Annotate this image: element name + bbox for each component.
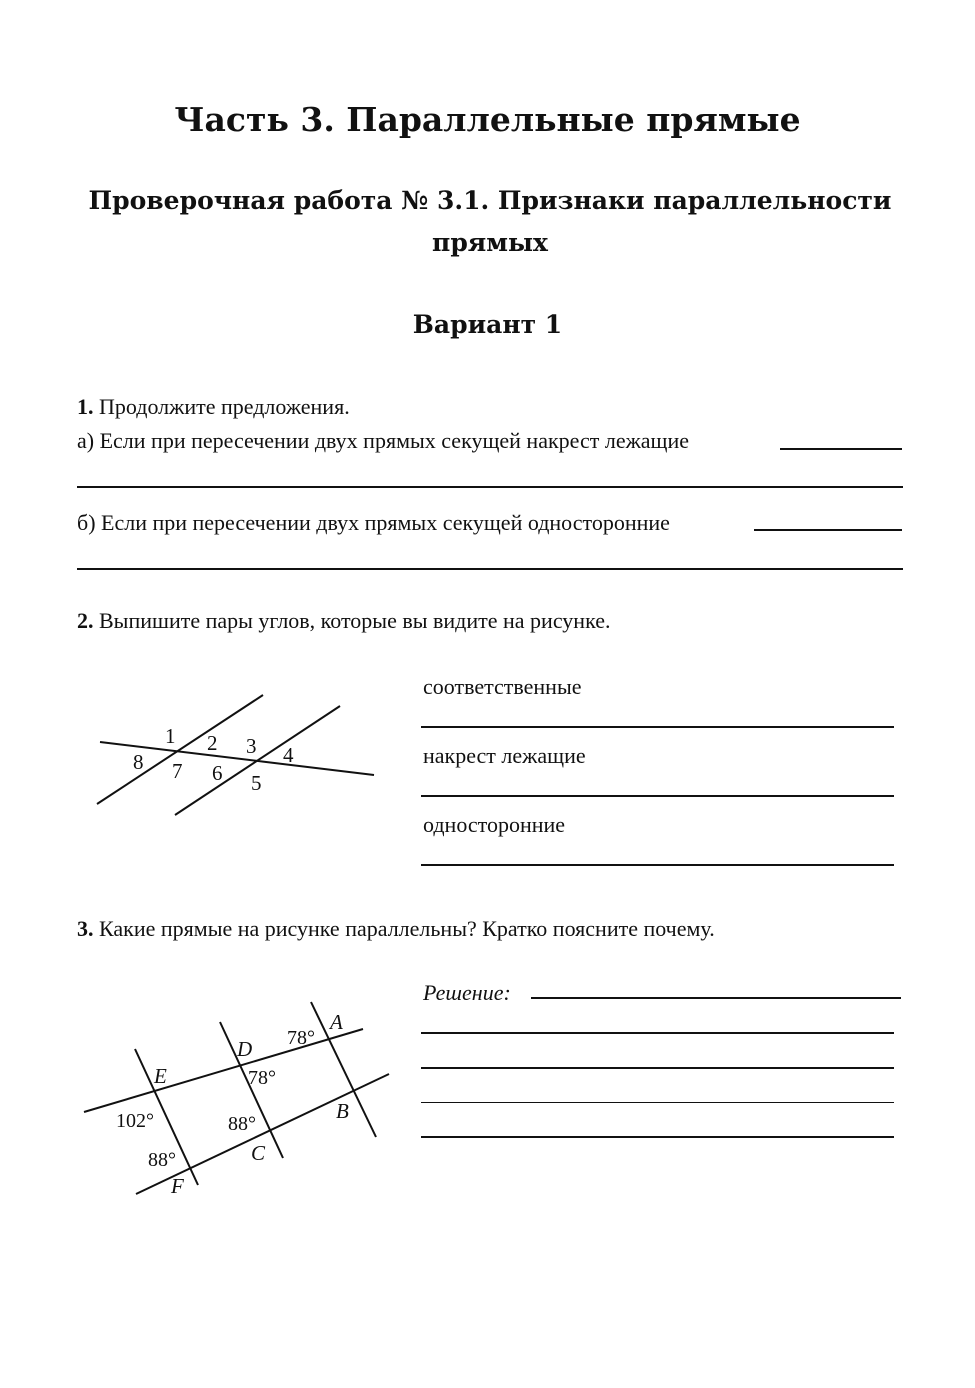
line-e-d-a	[84, 1029, 363, 1112]
answer-label-corresponding: соответственные	[423, 674, 582, 699]
task3-text: Какие прямые на рисунке параллельны? Кратко поясните почему.	[99, 916, 715, 941]
task1-text: Продолжите предложения.	[99, 394, 350, 419]
task1-b-answer-line-2[interactable]	[77, 568, 903, 570]
angle-label-d: 78°	[248, 1067, 276, 1089]
angle-label-2: 2	[207, 731, 218, 755]
angle-label-3: 3	[246, 734, 257, 758]
angle-label-4: 4	[283, 743, 294, 767]
point-label-c: C	[251, 1141, 266, 1165]
task1-a-answer-line-1[interactable]	[780, 448, 902, 450]
angle-label-f: 88°	[148, 1149, 176, 1171]
solution-label: Решение:	[423, 980, 511, 1005]
solution-line-1[interactable]	[531, 997, 901, 999]
point-label-a: A	[330, 1010, 343, 1034]
task1-item-a: а) Если при пересечении двух прямых секущей накрест лежащие	[77, 428, 690, 453]
point-label-f: F	[171, 1174, 184, 1198]
task3-prompt	[77, 916, 715, 942]
answer-line-same-side[interactable]	[421, 864, 894, 866]
answer-line-alternate[interactable]	[421, 795, 894, 797]
angles-figure	[80, 680, 390, 830]
task2-prompt	[77, 608, 610, 634]
task1-number: 1.	[77, 394, 94, 419]
point-label-e: E	[154, 1064, 167, 1088]
angle-label-8: 8	[133, 750, 144, 774]
task3-number: 3.	[77, 916, 94, 941]
variant-heading: Вариант 1	[412, 310, 563, 339]
task1-b-answer-line-1[interactable]	[754, 529, 902, 531]
answer-label-alternate: накрест лежащие	[423, 743, 586, 768]
page-title: Часть 3. Параллельные прямые	[174, 100, 801, 139]
angle-label-c: 88°	[228, 1113, 256, 1135]
task1-item-b: б) Если при пересечении двух прямых секущей односторонние	[77, 510, 670, 535]
solution-line-3[interactable]	[421, 1067, 894, 1069]
angle-label-7: 7	[172, 759, 183, 783]
solution-line-2[interactable]	[421, 1032, 894, 1034]
point-label-d: D	[237, 1037, 253, 1061]
task2-number: 2.	[77, 608, 94, 633]
angle-label-6: 6	[212, 761, 223, 785]
answer-line-corresponding[interactable]	[421, 726, 894, 728]
solution-line-4[interactable]	[421, 1102, 894, 1103]
parallel-lines-figure	[80, 995, 395, 1205]
solution-line-5[interactable]	[421, 1136, 894, 1138]
page-subtitle: Проверочная работа № 3.1. Признаки параллельности прямых	[88, 186, 892, 257]
answer-label-same-side: односторонние	[423, 812, 566, 837]
angle-label-1: 1	[165, 724, 176, 748]
parallel-line-left	[97, 695, 263, 804]
parallel-line-right	[175, 706, 340, 815]
task1-prompt	[77, 394, 350, 420]
angle-label-e: 102°	[116, 1110, 154, 1132]
angle-label-a: 78°	[287, 1027, 315, 1049]
task2-text: Выпишите пары углов, которые вы видите на рисунке.	[99, 608, 611, 633]
task1-a-answer-line-2[interactable]	[77, 486, 903, 488]
angle-label-5: 5	[251, 771, 262, 795]
point-label-b: B	[336, 1099, 349, 1123]
